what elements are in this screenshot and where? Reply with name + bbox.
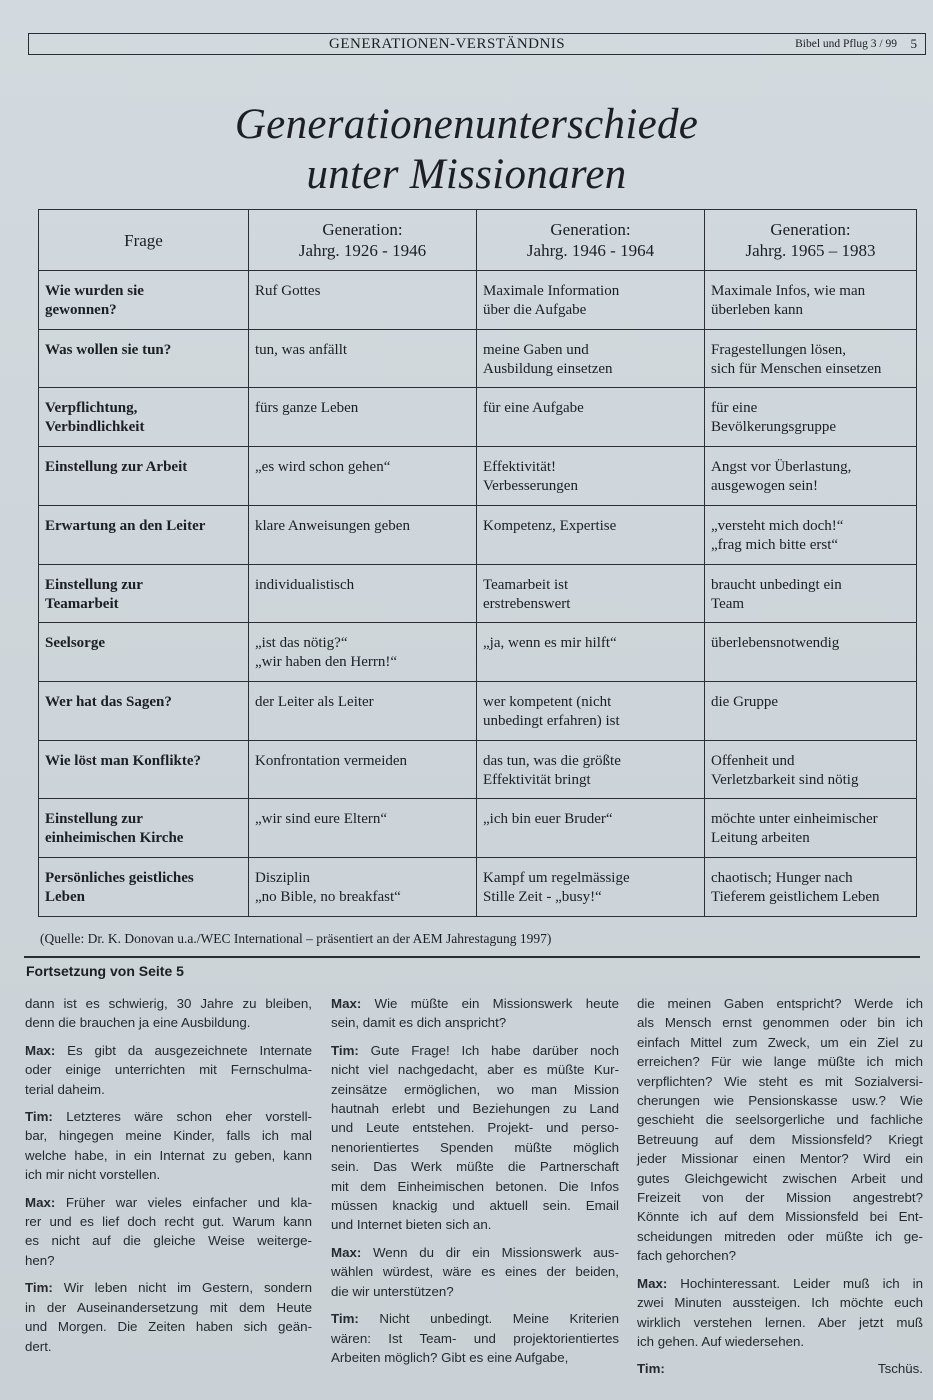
line-text: erreichen? Für wie lange müßte ich mich (637, 1054, 923, 1070)
cell-text-line: Leben (45, 889, 86, 906)
header-line: Generation: (770, 220, 851, 239)
line-text: geschieht die seelsorgerliche und fachliche (637, 1112, 923, 1128)
cell-text-line: „wir haben den Herrn!“ (255, 654, 398, 671)
speaker-name: Tim: (331, 1042, 359, 1058)
dialogue-paragraph (25, 1278, 312, 1356)
text-line (25, 1013, 312, 1032)
generation-cell (477, 564, 705, 623)
cell-text-line: Verpflichtung, (45, 400, 138, 417)
dialogue-paragraph (331, 1041, 619, 1235)
line-text: sein. Das Werk müßte die Partnerschaft (331, 1159, 619, 1175)
table-header-cell (477, 210, 705, 271)
generation-cell (705, 447, 917, 506)
text-line (331, 1215, 619, 1234)
text-line (637, 1207, 923, 1226)
generation-cell (705, 623, 917, 682)
question-cell (39, 682, 249, 741)
generation-cell (477, 388, 705, 447)
text-column-3 (637, 994, 923, 1379)
cell-text-line: möchte unter einheimischer (711, 811, 878, 828)
line-text: Wir leben nicht im Gestern, sondern (52, 1280, 312, 1296)
cell-text-line: sich für Menschen einsetzen (711, 360, 882, 377)
cell-text-line: Persönliches geistliches (45, 870, 194, 887)
line-text: nenorientiertes Spenden müßte möglich (331, 1139, 619, 1155)
table-row (39, 799, 917, 858)
cell-text-line: Was wollen sie tun? (45, 341, 172, 358)
line-text: rer und es lief doch recht gut. Warum kann (25, 1214, 312, 1230)
line-text: Gute Frage! Ich habe darüber noch (358, 1042, 619, 1058)
generation-cell (705, 388, 917, 447)
text-line (25, 1298, 312, 1317)
speaker-name: Tim: (25, 1280, 53, 1296)
cell-text-line: Einstellung zur (45, 811, 143, 828)
cell-text-line: überlebensnotwendig (711, 635, 840, 652)
line-text: terial daheim. (25, 1081, 105, 1097)
text-line (331, 1177, 619, 1196)
cell-text-line: der Leiter als Leiter (255, 694, 374, 711)
generation-cell (477, 799, 705, 858)
dialogue-paragraph (637, 994, 923, 1266)
generation-cell (477, 623, 705, 682)
cell-text-line: Verbesserungen (483, 478, 578, 495)
question-cell (39, 271, 249, 330)
cell-text-line: „no Bible, no breakfast“ (255, 889, 401, 906)
line-text: in der Auseinandersetzung mit dem Heute (25, 1299, 312, 1315)
cell-text-line: Stille Zeit - „busy!“ (483, 889, 602, 906)
generation-cell (249, 682, 477, 741)
text-line (331, 1196, 619, 1215)
text-line (637, 1033, 923, 1052)
text-column-2 (331, 994, 619, 1375)
cell-text-line: Effektivität bringt (483, 771, 591, 788)
text-line (637, 1313, 923, 1332)
text-line (25, 1126, 312, 1145)
issue-label: Bibel und Pflug 3 / 99 (795, 38, 897, 50)
text-line (25, 1146, 312, 1165)
line-text: die meinen Gaben entspricht? Werde ich (637, 996, 923, 1011)
text-line (331, 1099, 619, 1118)
text-line (637, 1274, 923, 1293)
question-cell (39, 858, 249, 917)
line-text: Früher war vieles einfacher und kla- (55, 1194, 312, 1210)
cell-text-line: Disziplin (255, 870, 310, 887)
table-row (39, 623, 917, 682)
dialogue-paragraph (331, 1309, 619, 1367)
cell-text-line: Ruf Gottes (255, 283, 321, 299)
text-line (25, 1278, 312, 1297)
generation-cell (705, 271, 917, 330)
generation-cell (249, 271, 477, 330)
text-line (25, 1107, 312, 1126)
line-text: Könnte ich auf dem Missionsfeld bei Ent- (637, 1209, 923, 1225)
cell-text-line: meine Gaben und (483, 341, 589, 358)
closing-text: Tschüs. (877, 1361, 923, 1377)
cell-text-line: Erwartung an den Leiter (45, 517, 206, 534)
line-text: Es gibt da ausgezeichnete Internate (55, 1042, 312, 1058)
generation-cell (249, 329, 477, 388)
line-text: Wenn du dir ein Missionswerk aus- (361, 1244, 619, 1260)
line-text: verpflichten? Wie steht es mit Sozialversi- (637, 1073, 923, 1089)
generation-cell (705, 858, 917, 917)
dialogue-paragraph (25, 1107, 312, 1185)
line-text: Letzteres wäre schon eher vorstell- (52, 1109, 312, 1125)
generation-cell (477, 505, 705, 564)
generation-cell (705, 799, 917, 858)
table-header-cell (249, 210, 477, 271)
line-text: nicht viel nachgedacht, aber es müßte Kur- (331, 1062, 619, 1078)
line-text: hen? (25, 1252, 55, 1268)
line-text: welche habe, in ein Internat zu geben, kann (25, 1147, 312, 1163)
cell-text-line: die Gruppe (711, 694, 779, 711)
source-note: (Quelle: Dr. K. Donovan u.a./WEC International – präsentiert an der AEM Jahrestagung 1997) (40, 931, 552, 946)
generation-cell (705, 329, 917, 388)
generation-cell (477, 271, 705, 330)
cell-text-line: „versteht mich doch!“ (711, 517, 844, 534)
text-line (25, 1060, 312, 1079)
text-line (25, 1165, 312, 1184)
closing-speaker: Tim: (637, 1361, 665, 1377)
text-line (331, 1080, 619, 1099)
continuation-heading: Fortsetzung von Seite 5 (26, 963, 184, 979)
cell-text-line: Verletzbarkeit sind nötig (711, 771, 859, 788)
running-header (28, 33, 926, 55)
line-text: ich gehen. Auf wiedersehen. (637, 1333, 805, 1349)
line-text: gutes Gleichgewicht zwischen Arbeit und (637, 1170, 923, 1186)
line-text: cherungen wie Pensionskasse usw.? Wie (637, 1093, 923, 1109)
line-text: wählen würdest, wäre es eines der beiden, (331, 1264, 619, 1280)
page-number: 5 (910, 36, 917, 51)
header-line: Jahrg. 1946 - 1964 (526, 241, 655, 260)
cell-text-line: Konfrontation vermeiden (255, 752, 408, 769)
line-text: wirklich verstehen lernen. Aber jetzt muß (637, 1314, 923, 1330)
generation-cell (705, 682, 917, 741)
text-line (331, 994, 619, 1013)
text-line (25, 1337, 312, 1356)
closing-line (637, 1359, 923, 1379)
question-cell (39, 447, 249, 506)
cell-text-line: unbedingt erfahren) ist (483, 713, 620, 730)
text-line (331, 1138, 619, 1157)
speaker-name: Max: (331, 1244, 362, 1260)
speaker-name: Tim: (331, 1311, 359, 1327)
text-line (637, 1052, 923, 1071)
generation-cell (477, 858, 705, 917)
generation-cell (477, 740, 705, 799)
generation-cell (249, 564, 477, 623)
table-row (39, 447, 917, 506)
line-text: und Leute entstehen. Projekt- und perso- (331, 1120, 619, 1136)
text-line (331, 1262, 619, 1281)
table-row (39, 858, 917, 917)
line-text: Freizeit von der Mission angestrebt? (637, 1190, 923, 1206)
dialogue-paragraph (25, 994, 312, 1033)
text-line (637, 1332, 923, 1351)
table-header-cell (39, 210, 249, 271)
text-line (637, 1293, 923, 1312)
text-line (637, 1091, 923, 1110)
table-row (39, 329, 917, 388)
cell-text-line: gewonnen? (45, 302, 117, 318)
text-line (637, 1188, 923, 1207)
text-line (637, 1169, 923, 1188)
generation-cell (705, 740, 917, 799)
headline-line-1: Generationenunterschiede (234, 101, 699, 148)
table-row (39, 271, 917, 330)
article-headline (0, 100, 933, 200)
question-cell (39, 505, 249, 564)
line-text: oder einige unterrichten mit Fernschulma- (25, 1062, 312, 1078)
cell-text-line: Bevölkerungsgruppe (711, 419, 836, 436)
speaker-name: Max: (637, 1275, 668, 1291)
line-text: ich mir nicht vorstellen. (25, 1167, 161, 1183)
text-line (637, 1013, 923, 1032)
generation-cell (249, 799, 477, 858)
cell-text-line: Einstellung zur (45, 576, 143, 593)
text-line (637, 994, 923, 1013)
generation-cell (705, 564, 917, 623)
section-divider (24, 956, 920, 958)
speaker-name: Max: (331, 996, 362, 1011)
text-line (25, 1317, 312, 1336)
text-line (331, 1309, 619, 1328)
cell-text-line: für eine (711, 400, 758, 417)
text-line (331, 1013, 619, 1032)
cell-text-line: Leitung arbeiten (711, 830, 810, 847)
generation-cell (249, 505, 477, 564)
cell-text-line: Angst vor Überlastung, (711, 459, 852, 476)
cell-text-line: Team (711, 595, 745, 612)
cell-text-line: Ausbildung einsetzen (483, 360, 613, 377)
cell-text-line: Teamarbeit ist (483, 576, 569, 593)
text-column-3-body (637, 994, 923, 1351)
dialogue-paragraph (25, 1041, 312, 1099)
headline-line-2: unter Missionaren (306, 151, 627, 198)
generation-cell (249, 388, 477, 447)
line-text: wären: Ist Team- und projektorientiertes (331, 1330, 619, 1346)
line-text: dert. (25, 1338, 52, 1354)
question-cell (39, 740, 249, 799)
cell-text-line: „frag mich bitte erst“ (711, 536, 839, 553)
cell-text-line: braucht unbedingt ein (711, 576, 842, 593)
line-text: hautnah erlebt und Beziehungen zu Land (331, 1101, 619, 1117)
text-line (331, 1118, 619, 1137)
cell-text-line: fürs ganze Leben (255, 400, 359, 417)
cell-text-line: Fragestellungen lösen, (711, 341, 846, 358)
header-line: Jahrg. 1965 – 1983 (745, 241, 876, 260)
line-text: denn die brauchen ja eine Ausbildung. (25, 1015, 251, 1031)
cell-text-line: Tieferem geistlichem Leben (711, 889, 880, 906)
text-line (637, 1110, 923, 1129)
cell-text-line: Einstellung zur Arbeit (45, 459, 188, 476)
cell-text-line: erstrebenswert (483, 595, 571, 612)
text-line (25, 1231, 312, 1250)
text-line (331, 1243, 619, 1262)
dialogue-paragraph (331, 994, 619, 1033)
cell-text-line: „es wird schon gehen“ (255, 459, 391, 476)
line-text: fach gehorchen? (637, 1248, 737, 1264)
dialogue-paragraph (25, 1193, 312, 1271)
generation-cell (249, 858, 477, 917)
question-cell (39, 388, 249, 447)
cell-text-line: über die Aufgabe (483, 302, 587, 318)
cell-text-line: wer kompetent (nicht (483, 694, 612, 711)
cell-text-line: Teamarbeit (45, 595, 119, 612)
line-text: scheidungen mitreden oder müßte ich ge- (637, 1228, 923, 1244)
line-text: Nicht unbedingt. Meine Kriterien (358, 1311, 619, 1327)
text-line (331, 1348, 619, 1367)
speaker-name: Max: (25, 1194, 56, 1210)
dialogue-paragraph (637, 1274, 923, 1352)
cell-text-line: Kampf um regelmässige (483, 870, 630, 887)
line-text: bar, hingegen meine Kinder, falls ich mal (25, 1128, 312, 1144)
cell-text-line: „wir sind eure Eltern“ (255, 811, 388, 828)
text-line (637, 1149, 923, 1168)
line-text: zeinsätze ermöglichen, wo man Mission (331, 1081, 619, 1097)
cell-text-line: individualistisch (255, 576, 355, 593)
generation-cell (249, 623, 477, 682)
line-text: Wie müßte ein Missionswerk heute (361, 996, 619, 1011)
table-body (39, 271, 917, 917)
text-line (637, 1246, 923, 1265)
cell-text-line: Offenheit und (711, 752, 795, 769)
cell-text-line: „ist das nötig?“ (255, 635, 348, 652)
cell-text-line: Maximale Information (483, 283, 620, 299)
line-text: einfach Mittel zum Zweck, um ein Ziel zu (637, 1034, 923, 1050)
line-text: Arbeiten möglich? Gibt es eine Aufgabe, (331, 1349, 569, 1365)
generation-cell (249, 447, 477, 506)
table-row (39, 564, 917, 623)
cell-text-line: das tun, was die größte (483, 752, 621, 769)
cell-text-line: tun, was anfällt (255, 341, 348, 358)
text-line (637, 1227, 923, 1246)
text-line (331, 1282, 619, 1301)
line-text: es nicht auf die gleiche Weise weiterge- (25, 1233, 312, 1249)
cell-text-line: chaotisch; Hunger nach (711, 870, 853, 887)
text-line (25, 1212, 312, 1231)
running-header-title: GENERATIONEN-VERSTÄNDNIS (329, 36, 566, 52)
line-text: die wir unterstützen? (331, 1283, 454, 1299)
line-text: als Mensch ernst genommen oder bin ich (637, 1015, 923, 1031)
generation-cell (477, 447, 705, 506)
text-column-1 (25, 994, 312, 1364)
header-line: Generation: (322, 220, 403, 239)
cell-text-line: „ich bin euer Bruder“ (483, 811, 613, 828)
table-row (39, 505, 917, 564)
line-text: jeder Missionar einen Mentor? Wird ein (637, 1151, 923, 1167)
line-text: und Morgen. Die Zeiten haben sich geän- (25, 1319, 312, 1335)
cell-text-line: ausgewogen sein! (711, 478, 819, 495)
text-line (331, 1041, 619, 1060)
generation-cell (477, 329, 705, 388)
cell-text-line: für eine Aufgabe (483, 400, 584, 417)
speaker-name: Max: (25, 1042, 56, 1058)
question-cell (39, 564, 249, 623)
cell-text-line: überleben kann (711, 302, 804, 318)
line-text: Betreuung auf dem Missionsfeld? Kriegt (637, 1131, 923, 1147)
text-line (331, 1060, 619, 1079)
question-cell (39, 329, 249, 388)
table-row (39, 388, 917, 447)
text-line (637, 1130, 923, 1149)
header-line: Jahrg. 1926 - 1946 (298, 241, 427, 260)
speaker-name: Tim: (25, 1109, 53, 1125)
table-header-cell (705, 210, 917, 271)
header-line: Frage (124, 230, 163, 250)
cell-text-line: Wie wurden sie (45, 283, 144, 299)
generation-cell (705, 505, 917, 564)
line-text: sein, damit es dich anspricht? (331, 1015, 507, 1031)
cell-text-line: Verbindlichkeit (45, 419, 145, 436)
cell-text-line: einheimischen Kirche (45, 830, 184, 847)
cell-text-line: Seelsorge (45, 635, 105, 652)
text-line (25, 1080, 312, 1099)
generation-cell (249, 740, 477, 799)
cell-text-line: Wie löst man Konflikte? (45, 752, 201, 769)
text-line (25, 994, 312, 1013)
table-row (39, 682, 917, 741)
text-line (331, 1157, 619, 1176)
line-text: und Internet bieten sich an. (331, 1217, 492, 1233)
question-cell (39, 623, 249, 682)
generations-table (38, 209, 917, 917)
line-text: zwei Minuten aussteigen. Ich möchte euch (637, 1295, 923, 1311)
header-line: Generation: (550, 220, 631, 239)
cell-text-line: Wer hat das Sagen? (45, 694, 172, 711)
cell-text-line: Maximale Infos, wie man (711, 283, 866, 299)
line-text: müssen knackig und aktuell sein. Email (331, 1198, 619, 1214)
cell-text-line: „ja, wenn es mir hilft“ (483, 635, 617, 652)
cell-text-line: Kompetenz, Expertise (483, 517, 617, 534)
table-header-row (39, 210, 917, 271)
text-line (25, 1193, 312, 1212)
generation-cell (477, 682, 705, 741)
text-line (25, 1251, 312, 1270)
line-text: Hochinteressant. Leider muß ich in (667, 1275, 923, 1291)
line-text: mit dem Einheimischen betonen. Die Infos (331, 1178, 619, 1194)
dialogue-paragraph (331, 1243, 619, 1301)
cell-text-line: Effektivität! (483, 459, 557, 476)
line-text: dann ist es schwierig, 30 Jahre zu bleiben, (25, 996, 312, 1011)
text-line (331, 1329, 619, 1348)
cell-text-line: klare Anweisungen geben (255, 517, 410, 534)
text-line (637, 1072, 923, 1091)
table-row (39, 740, 917, 799)
question-cell (39, 799, 249, 858)
text-line (25, 1041, 312, 1060)
